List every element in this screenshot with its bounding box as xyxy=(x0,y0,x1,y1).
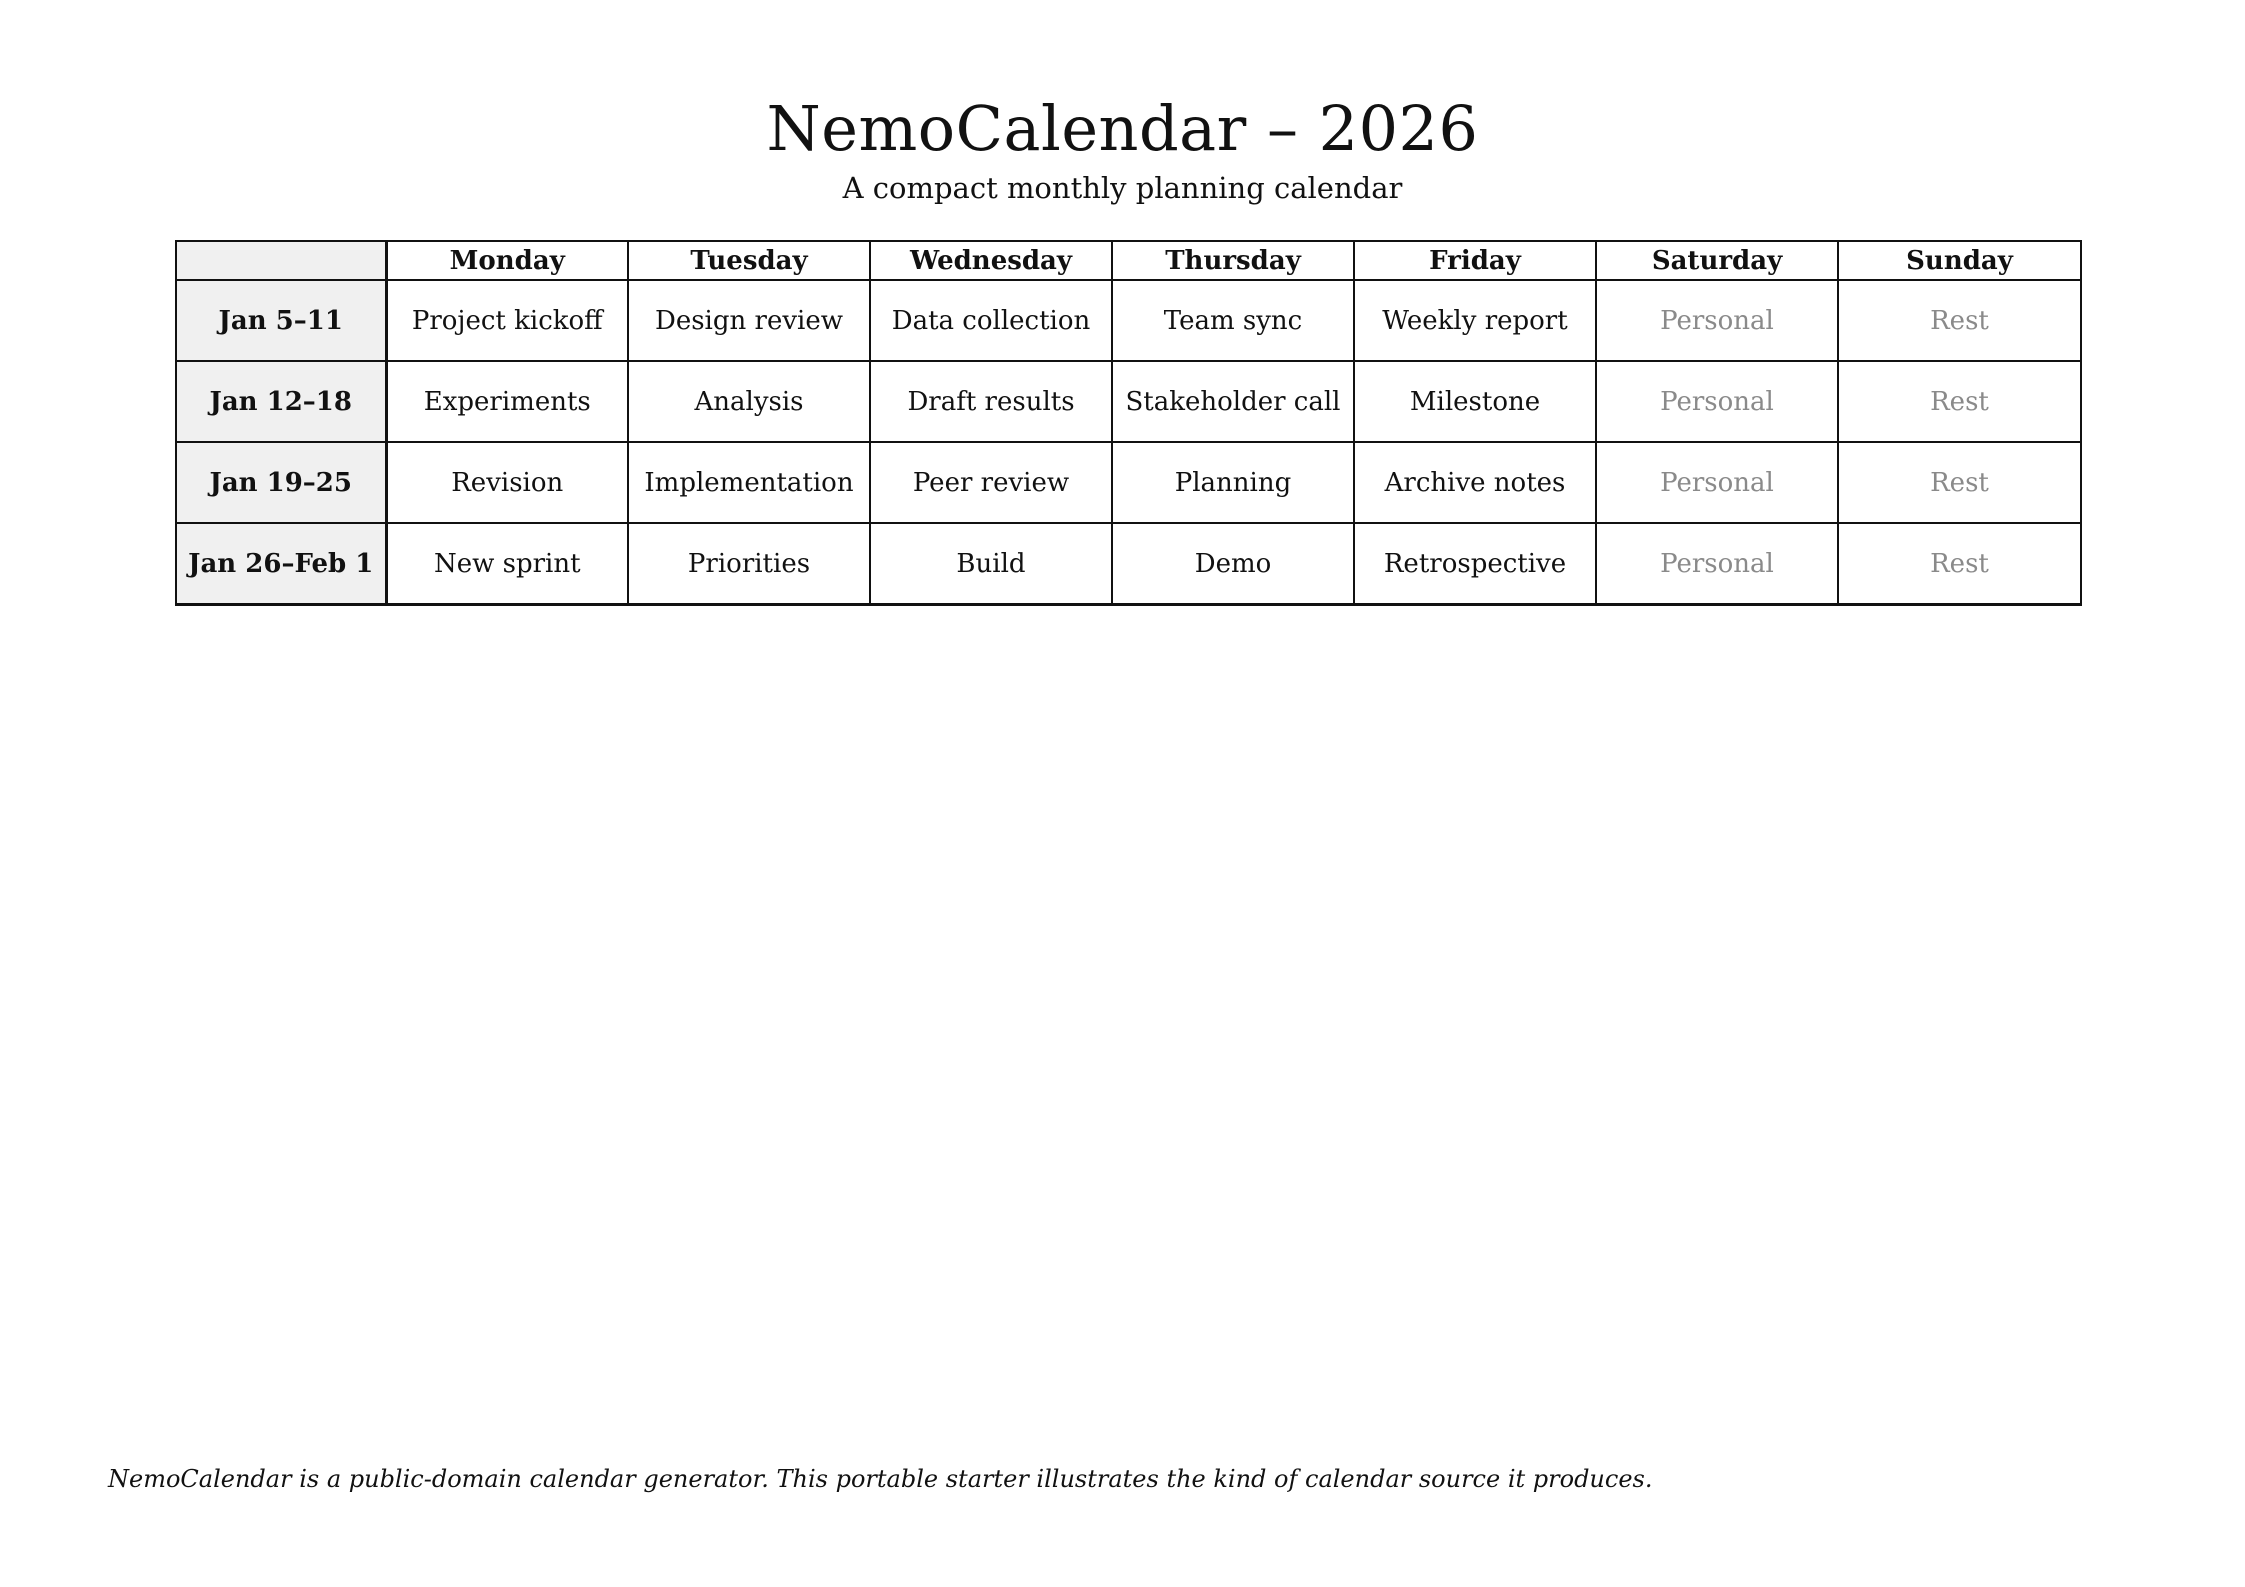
weekend-cell: Personal xyxy=(1596,523,1838,605)
day-header-friday: Friday xyxy=(1354,241,1596,280)
weekend-cell: Personal xyxy=(1596,280,1838,361)
calendar-cell: Retrospective xyxy=(1354,523,1596,605)
week-row xyxy=(176,523,2081,605)
calendar-cell: Implementation xyxy=(628,442,870,523)
calendar-table xyxy=(175,240,2082,606)
weekend-cell: Rest xyxy=(1838,523,2081,605)
day-header-thursday: Thursday xyxy=(1112,241,1354,280)
week-label: Jan 5–11 xyxy=(176,280,386,361)
calendar-cell: Build xyxy=(870,523,1112,605)
day-header-wednesday: Wednesday xyxy=(870,241,1112,280)
weekend-cell: Personal xyxy=(1596,361,1838,442)
week-row xyxy=(176,280,2081,361)
weekend-cell: Rest xyxy=(1838,442,2081,523)
page-subtitle: A compact monthly planning calendar xyxy=(842,171,1403,205)
calendar-cell: Milestone xyxy=(1354,361,1596,442)
calendar-cell: Design review xyxy=(628,280,870,361)
calendar-cell: Team sync xyxy=(1112,280,1354,361)
weekend-cell: Personal xyxy=(1596,442,1838,523)
calendar-cell: Experiments xyxy=(386,361,628,442)
calendar-cell: Archive notes xyxy=(1354,442,1596,523)
calendar-header-row xyxy=(176,241,2081,280)
calendar-cell: Planning xyxy=(1112,442,1354,523)
calendar-cell: Data collection xyxy=(870,280,1112,361)
day-header-sunday: Sunday xyxy=(1838,241,2081,280)
day-header-monday: Monday xyxy=(386,241,628,280)
calendar-cell: Peer review xyxy=(870,442,1112,523)
calendar-cell: Project kickoff xyxy=(386,280,628,361)
weekend-cell: Rest xyxy=(1838,361,2081,442)
calendar-cell: Draft results xyxy=(870,361,1112,442)
day-header-tuesday: Tuesday xyxy=(628,241,870,280)
calendar-cell: New sprint xyxy=(386,523,628,605)
page-title: NemoCalendar – 2026 xyxy=(766,92,1479,165)
day-header-saturday: Saturday xyxy=(1596,241,1838,280)
weekend-cell: Rest xyxy=(1838,280,2081,361)
footer-note: NemoCalendar is a public-domain calendar generator. This portable starter illustrates the kind of calendar source it produces. xyxy=(108,1465,1653,1493)
calendar-cell: Demo xyxy=(1112,523,1354,605)
week-row xyxy=(176,442,2081,523)
week-label: Jan 19–25 xyxy=(176,442,386,523)
calendar-cell: Weekly report xyxy=(1354,280,1596,361)
calendar-cell: Stakeholder call xyxy=(1112,361,1354,442)
corner-cell xyxy=(176,241,386,280)
week-label: Jan 12–18 xyxy=(176,361,386,442)
calendar-cell: Analysis xyxy=(628,361,870,442)
calendar-cell: Priorities xyxy=(628,523,870,605)
week-row xyxy=(176,361,2081,442)
calendar-cell: Revision xyxy=(386,442,628,523)
week-label: Jan 26–Feb 1 xyxy=(176,523,386,605)
